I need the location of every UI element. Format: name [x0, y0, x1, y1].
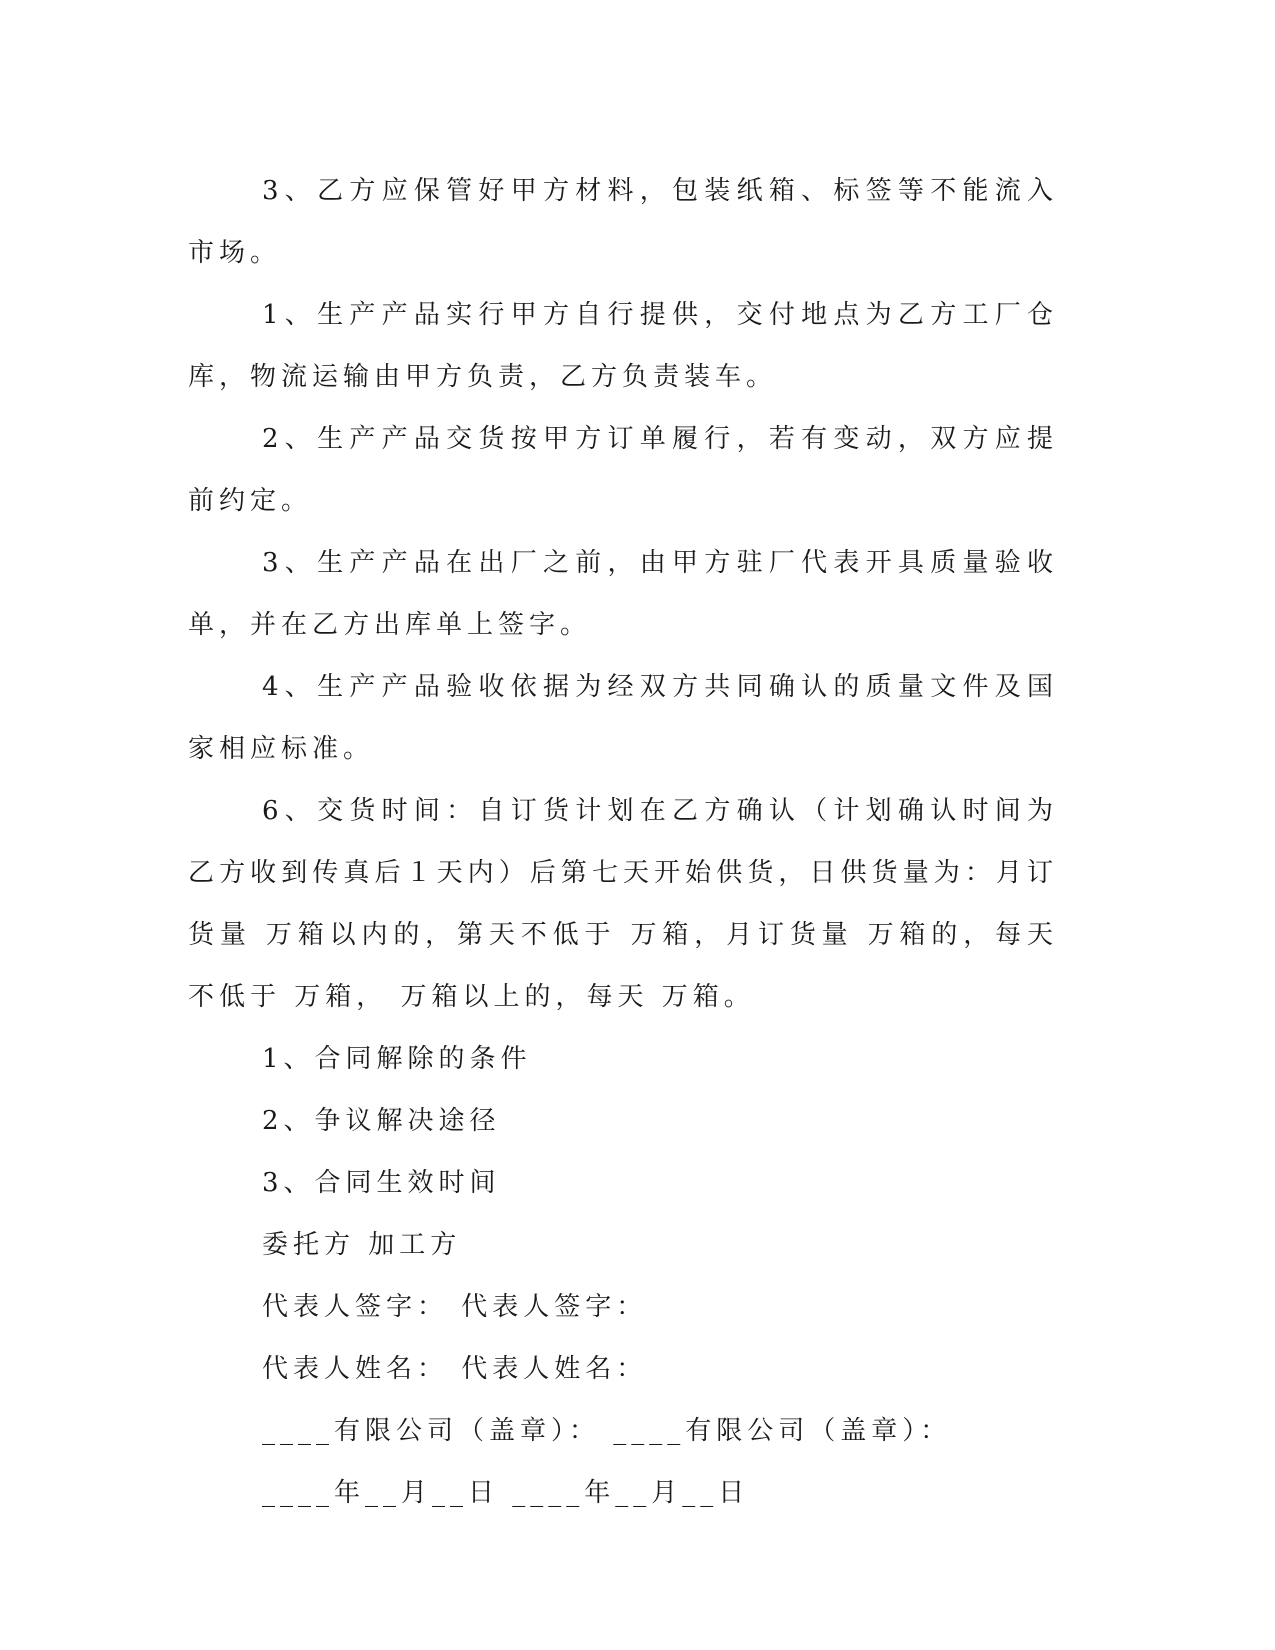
- paragraph-acceptance-basis: 4、生产产品验收依据为经双方共同确认的质量文件及国家相应标准。: [188, 672, 1058, 764]
- paragraph-material-custody: 3、乙方应保管好甲方材料，包装纸箱、标签等不能流入市场。: [188, 176, 1058, 268]
- paragraph-dispute-resolution: 2、争议解决途径: [262, 1106, 501, 1136]
- signature-date: ____年__月__日 ____年__月__日: [262, 1478, 750, 1508]
- signature-block: [188, 1214, 1058, 1524]
- signature-representative-sign: 代表人签字： 代表人签字：: [262, 1292, 648, 1322]
- paragraph-quality-acceptance: 3、生产产品在出厂之前，由甲方驻厂代表开具质量验收单，并在乙方出库单上签字。: [188, 548, 1058, 640]
- signature-parties: 委托方 加工方: [262, 1230, 462, 1260]
- paragraph-effective-time: 3、合同生效时间: [262, 1168, 501, 1198]
- paragraph-termination-conditions: 1、合同解除的条件: [262, 1044, 532, 1074]
- signature-representative-name: 代表人姓名： 代表人姓名：: [262, 1354, 648, 1384]
- signature-company-seal: ____有限公司（盖章）： ____有限公司（盖章）：: [262, 1416, 952, 1446]
- paragraph-delivery-time: 6、交货时间：自订货计划在乙方确认（计划确认时间为乙方收到传真后１天内）后第七天开始供货，日供货量为：月订货量 万箱以内的，第天不低于 万箱，月订货量 万箱的，每天不低于 万箱， 万箱以上的，每天 万箱。: [188, 796, 1058, 1012]
- document-body: [188, 160, 1058, 1524]
- paragraph-delivery-location: 1、生产产品实行甲方自行提供，交付地点为乙方工厂仓库，物流运输由甲方负责，乙方负责装车。: [188, 300, 1058, 392]
- paragraph-order-fulfillment: 2、生产产品交货按甲方订单履行，若有变动，双方应提前约定。: [188, 424, 1058, 516]
